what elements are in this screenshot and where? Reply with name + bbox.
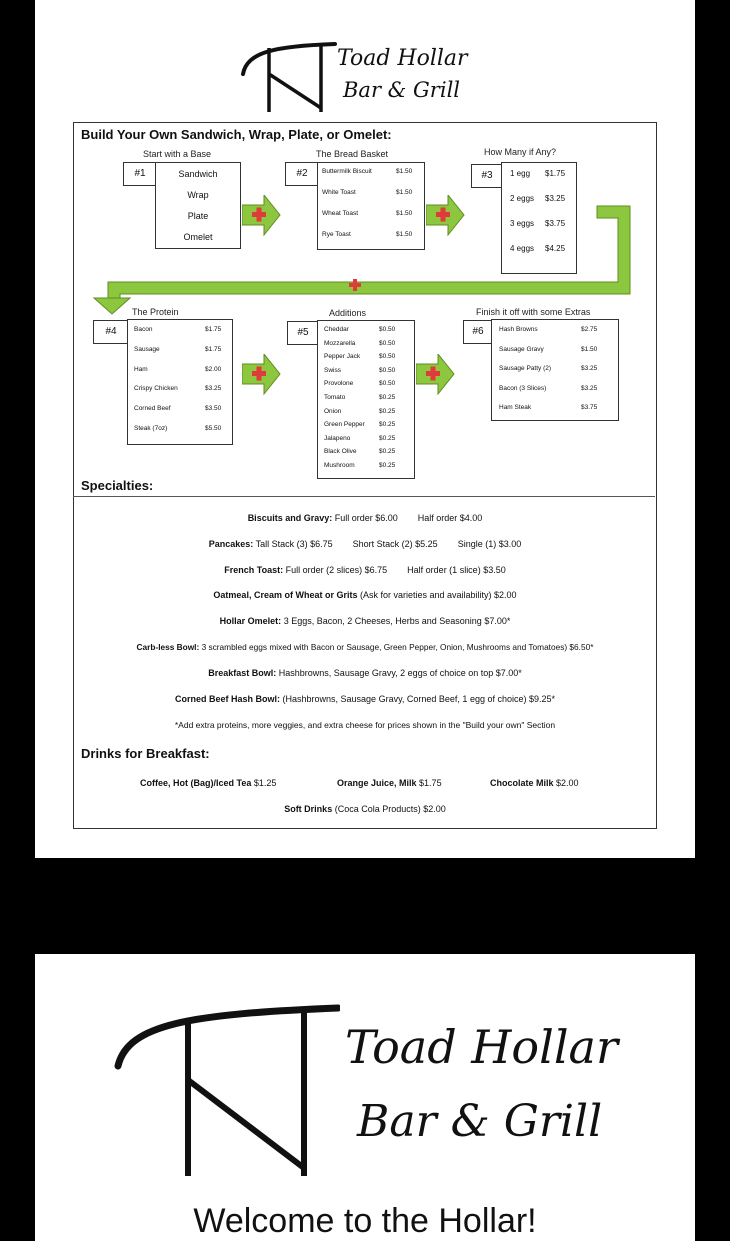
protein-price: $2.00 bbox=[205, 366, 222, 373]
egg-option: 3 eggs bbox=[510, 219, 535, 228]
bread-price: $1.50 bbox=[396, 210, 413, 217]
specialty-item: Carb-less Bowl: 3 scrambled eggs mixed with Bacon or Sausage, Green Pepper, Onion, Mushrooms and Tomatoes) $6.50* bbox=[136, 642, 594, 652]
specialty-item: Pancakes: Tall Stack (3) $6.75 Short Stack (2) $5.25 Single (1) $3.00 bbox=[208, 539, 522, 549]
specialty-item: Breakfast Bowl: Hashbrowns, Sausage Gravy, 2 eggs of choice on top $7.00* bbox=[208, 668, 522, 678]
step-4-number: #4 bbox=[93, 320, 129, 344]
bread-price: $1.50 bbox=[396, 168, 413, 175]
logo-line-2: Bar & Grill bbox=[357, 1096, 603, 1147]
protein-name: Bacon bbox=[134, 326, 153, 333]
logo-line-1: Toad Hollar bbox=[345, 1020, 618, 1074]
addition-name: Pepper Jack bbox=[324, 353, 361, 360]
bread-name: Rye Toast bbox=[322, 231, 351, 238]
base-item: Wrap bbox=[187, 190, 209, 200]
protein-box bbox=[127, 319, 233, 445]
step-3-number: #3 bbox=[471, 164, 503, 188]
addition-price: $0.25 bbox=[379, 462, 396, 469]
extra-name: Hash Browns bbox=[499, 326, 538, 333]
egg-option: 2 eggs bbox=[510, 194, 535, 203]
bread-heading: The Bread Basket bbox=[316, 149, 389, 159]
extra-name: Ham Steak bbox=[499, 404, 532, 411]
bread-name: Wheat Toast bbox=[322, 210, 359, 217]
protein-price: $1.75 bbox=[205, 346, 222, 353]
step-6-number: #6 bbox=[463, 320, 493, 344]
step-5-number: #5 bbox=[287, 321, 319, 345]
specialties-note: *Add extra proteins, more veggies, and extra cheese for prices shown in the "Build your own" Section bbox=[174, 720, 556, 730]
bread-price: $1.50 bbox=[396, 189, 413, 196]
addition-name: Green Pepper bbox=[324, 421, 365, 428]
addition-price: $0.25 bbox=[379, 448, 396, 455]
protein-name: Corned Beef bbox=[134, 405, 171, 412]
drink-item: Chocolate Milk $2.00 bbox=[490, 778, 579, 788]
specialties-title: Specialties: bbox=[81, 478, 154, 493]
drink-item: Orange Juice, Milk $1.75 bbox=[337, 778, 442, 788]
addition-price: $0.25 bbox=[379, 421, 396, 428]
menu-page-2 bbox=[35, 954, 695, 1241]
addition-price: $0.50 bbox=[379, 367, 396, 374]
addition-price: $0.50 bbox=[379, 353, 396, 360]
extra-price: $1.50 bbox=[581, 346, 598, 353]
logo-mark-icon bbox=[110, 1000, 340, 1180]
egg-option: 1 egg bbox=[510, 169, 531, 178]
extra-name: Bacon (3 Slices) bbox=[499, 385, 547, 392]
eggs-heading: How Many if Any? bbox=[484, 147, 557, 157]
additions-box bbox=[317, 320, 415, 479]
addition-name: Provolone bbox=[324, 380, 354, 387]
return-arrow-icon bbox=[90, 202, 635, 317]
specialty-item: Hollar Omelet: 3 Eggs, Bacon, 2 Cheeses, Herbs and Seasoning $7.00* bbox=[219, 616, 511, 626]
arrow-right-icon bbox=[416, 354, 456, 398]
menu-page-1 bbox=[35, 0, 695, 858]
logo bbox=[235, 38, 475, 118]
specialty-item: Corned Beef Hash Bowl: (Hashbrowns, Sausage Gravy, Corned Beef, 1 egg of choice) $9.25* bbox=[174, 694, 556, 704]
egg-option: 4 eggs bbox=[510, 244, 535, 253]
bread-price: $1.50 bbox=[396, 231, 413, 238]
protein-name: Ham bbox=[134, 366, 148, 373]
protein-price: $5.50 bbox=[205, 425, 222, 432]
base-heading: Start with a Base bbox=[143, 149, 212, 159]
addition-name: Mozzarella bbox=[324, 340, 356, 347]
extras-box bbox=[491, 319, 619, 421]
step-2-number: #2 bbox=[285, 162, 319, 186]
extra-price: $3.25 bbox=[581, 385, 598, 392]
drink-item: Soft Drinks (Coca Cola Products) $2.00 bbox=[284, 804, 446, 814]
logo-mark-icon bbox=[235, 38, 345, 118]
addition-price: $0.25 bbox=[379, 408, 396, 415]
bread-name: Buttermilk Biscuit bbox=[322, 168, 372, 175]
base-item: Sandwich bbox=[178, 169, 218, 179]
logo-line-1: Toad Hollar bbox=[337, 46, 468, 71]
addition-name: Swiss bbox=[324, 367, 341, 374]
arrow-right-icon bbox=[242, 354, 282, 398]
protein-name: Crispy Chicken bbox=[134, 385, 178, 392]
step-1-number: #1 bbox=[123, 162, 157, 186]
protein-name: Steak (7oz) bbox=[134, 425, 168, 432]
addition-price: $0.50 bbox=[379, 326, 396, 333]
addition-name: Mushroom bbox=[324, 462, 355, 469]
addition-name: Onion bbox=[324, 408, 342, 415]
build-title: Build Your Own Sandwich, Wrap, Plate, or Omelet: bbox=[81, 127, 392, 142]
egg-price: $3.75 bbox=[545, 219, 566, 228]
bread-name: White Toast bbox=[322, 189, 356, 196]
egg-price: $4.25 bbox=[545, 244, 566, 253]
logo-line-2: Bar & Grill bbox=[343, 78, 460, 102]
addition-name: Black Olive bbox=[324, 448, 357, 455]
drinks-title: Drinks for Breakfast: bbox=[81, 746, 210, 761]
extras-heading: Finish it off with some Extras bbox=[476, 307, 591, 317]
specialty-item: French Toast: Full order (2 slices) $6.75 Half order (1 slice) $3.50 bbox=[224, 565, 506, 575]
extra-name: Sausage Patty (2) bbox=[499, 365, 552, 372]
addition-name: Jalapeno bbox=[324, 435, 351, 442]
specialty-item: Oatmeal, Cream of Wheat or Grits (Ask for varieties and availability) $2.00 bbox=[213, 590, 517, 600]
divider bbox=[73, 496, 655, 497]
extra-price: $3.25 bbox=[581, 365, 598, 372]
addition-name: Cheddar bbox=[324, 326, 349, 333]
addition-price: $0.25 bbox=[379, 394, 396, 401]
protein-price: $1.75 bbox=[205, 326, 222, 333]
addition-price: $0.50 bbox=[379, 340, 396, 347]
extra-price: $2.75 bbox=[581, 326, 598, 333]
specialty-item: Biscuits and Gravy: Full order $6.00 Half order $4.00 bbox=[247, 513, 483, 523]
egg-price: $1.75 bbox=[545, 169, 566, 178]
protein-heading: The Protein bbox=[132, 307, 179, 317]
egg-price: $3.25 bbox=[545, 194, 566, 203]
addition-name: Tomato bbox=[324, 394, 346, 401]
protein-price: $3.50 bbox=[205, 405, 222, 412]
welcome-heading: Welcome to the Hollar! bbox=[193, 1202, 537, 1240]
extra-name: Sausage Gravy bbox=[499, 346, 544, 353]
protein-name: Sausage bbox=[134, 346, 160, 353]
drink-item: Coffee, Hot (Bag)/Iced Tea $1.25 bbox=[140, 778, 277, 788]
base-item: Omelet bbox=[183, 232, 213, 242]
extra-price: $3.75 bbox=[581, 404, 598, 411]
protein-price: $3.25 bbox=[205, 385, 222, 392]
additions-heading: Additions bbox=[329, 308, 367, 318]
addition-price: $0.25 bbox=[379, 435, 396, 442]
addition-price: $0.50 bbox=[379, 380, 396, 387]
base-item: Plate bbox=[187, 211, 209, 221]
